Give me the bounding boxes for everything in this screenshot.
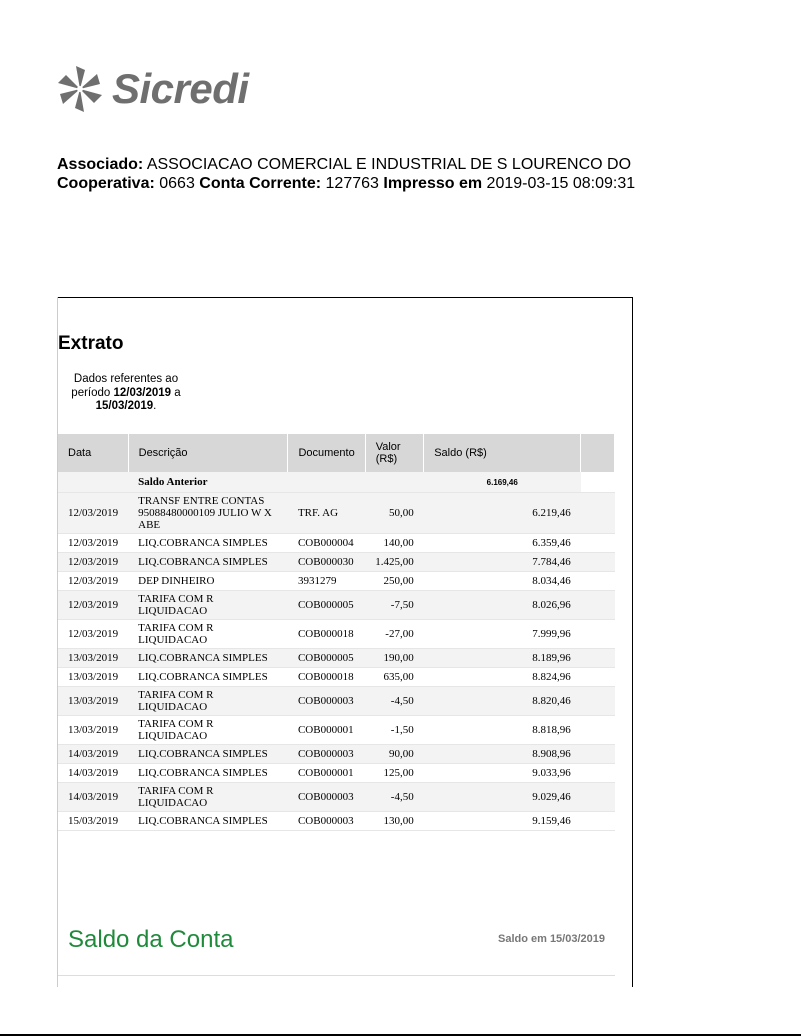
col-header-documento: Documento: [288, 434, 365, 472]
cell-data: 12/03/2019: [58, 553, 128, 572]
periodo-end: 15/03/2019: [95, 400, 154, 412]
cell-data: 12/03/2019: [58, 572, 128, 591]
brand-name: Sicredi: [112, 65, 249, 112]
cell-valor: 635,00: [365, 668, 424, 687]
cell-valor: -1,50: [365, 716, 424, 745]
cell-data: 13/03/2019: [58, 649, 128, 668]
table-row: [58, 812, 615, 831]
cell-documento: 3931279: [288, 572, 365, 591]
cell-descricao: LIQ.COBRANCA SIMPLES: [128, 649, 288, 668]
cell-documento: COB000030: [288, 553, 365, 572]
cell-blank: [581, 687, 615, 716]
cell-valor: -4,50: [365, 783, 424, 812]
cell-blank: [581, 534, 615, 553]
cell-valor: 50,00: [365, 493, 424, 534]
cell-data: 12/03/2019: [58, 534, 128, 553]
cell-saldo: 8.820,46: [424, 687, 581, 716]
table-row: [58, 572, 615, 591]
cell-descricao: LIQ.COBRANCA SIMPLES: [128, 745, 288, 764]
periodo-suffix: .: [153, 400, 157, 412]
cell-documento: COB000003: [288, 745, 365, 764]
cell-blank: [581, 649, 615, 668]
saldo-anterior-empty: [288, 472, 365, 493]
cell-data: 13/03/2019: [58, 716, 128, 745]
cell-valor: -4,50: [365, 687, 424, 716]
cell-saldo: 9.159,46: [424, 812, 581, 831]
table-header-row: [58, 434, 615, 472]
cell-saldo: 8.026,96: [424, 591, 581, 620]
cell-saldo: 6.219,46: [424, 493, 581, 534]
saldo-anterior-label: Saldo Anterior: [128, 472, 288, 493]
cell-data: 13/03/2019: [58, 687, 128, 716]
cell-data: 14/03/2019: [58, 745, 128, 764]
periodo-start: 12/03/2019: [113, 386, 172, 399]
table-row: [58, 764, 615, 783]
cell-data: 12/03/2019: [58, 493, 128, 534]
cell-descricao: LIQ.COBRANCA SIMPLES: [128, 534, 288, 553]
table-row: [58, 534, 615, 553]
cooperativa-label: Cooperativa:: [57, 175, 155, 192]
cooperativa-value: 0663: [159, 175, 195, 192]
cell-descricao: TARIFA COM R LIQUIDACAO: [128, 716, 288, 745]
saldo-conta-title: Saldo da Conta: [68, 926, 234, 953]
associado-line: [57, 155, 635, 174]
cell-blank: [581, 745, 615, 764]
cell-documento: COB000005: [288, 591, 365, 620]
saldo-anterior-empty: [365, 472, 424, 493]
cell-data: 15/03/2019: [58, 812, 128, 831]
col-header-data: Data: [58, 434, 128, 472]
cell-saldo: 9.029,46: [424, 783, 581, 812]
impresso-label: Impresso em: [383, 175, 483, 192]
cell-saldo: 8.034,46: [424, 572, 581, 591]
cell-valor: 125,00: [365, 764, 424, 783]
saldo-anterior-empty: [581, 472, 615, 493]
cell-saldo: 7.784,46: [424, 553, 581, 572]
cell-descricao: TARIFA COM R LIQUIDACAO: [128, 591, 288, 620]
impresso-value: 2019-03-15 08:09:31: [486, 175, 636, 192]
cell-documento: COB000004: [288, 534, 365, 553]
periodo-mid: a: [174, 386, 181, 399]
cell-documento: COB000005: [288, 649, 365, 668]
cell-saldo: 9.033,96: [424, 764, 581, 783]
cell-valor: 130,00: [365, 812, 424, 831]
cell-data: 14/03/2019: [58, 764, 128, 783]
cell-blank: [581, 572, 615, 591]
cell-saldo: 7.999,96: [424, 620, 581, 649]
periodo-info: [66, 373, 186, 414]
cell-descricao: LIQ.COBRANCA SIMPLES: [128, 668, 288, 687]
table-row: [58, 783, 615, 812]
cell-blank: [581, 668, 615, 687]
table-row: [58, 649, 615, 668]
cell-documento: COB000018: [288, 668, 365, 687]
table-row: [58, 716, 615, 745]
col-header-valor: Valor (R$): [365, 434, 424, 472]
cell-documento: COB000001: [288, 716, 365, 745]
saldo-conta-date: Saldo em 15/03/2019: [497, 933, 605, 945]
extrato-title: Extrato: [58, 333, 124, 354]
saldo-anterior-value: 6.169,46: [424, 472, 581, 493]
cell-blank: [581, 591, 615, 620]
conta-label: Conta Corrente:: [199, 175, 322, 192]
saldo-conta-section: [58, 902, 615, 976]
sicredi-logo: [56, 62, 249, 116]
cell-descricao: TRANSF ENTRE CONTAS 95088480000109 JULIO W X ABE: [128, 493, 288, 534]
cell-valor: -7,50: [365, 591, 424, 620]
cell-documento: COB000003: [288, 687, 365, 716]
sicredi-pinwheel-icon: [56, 64, 104, 114]
cell-descricao: TARIFA COM R LIQUIDACAO: [128, 783, 288, 812]
cell-documento: TRF. AG: [288, 493, 365, 534]
account-header: [57, 155, 635, 193]
cell-documento: COB000003: [288, 812, 365, 831]
cell-blank: [581, 764, 615, 783]
cell-documento: COB000018: [288, 620, 365, 649]
cell-valor: 1.425,00: [365, 553, 424, 572]
panel-right-border: [632, 297, 633, 987]
cell-blank: [581, 716, 615, 745]
table-row: [58, 493, 615, 534]
table-row: [58, 553, 615, 572]
cell-data: 14/03/2019: [58, 783, 128, 812]
periodo-prefix: Dados referentes ao período: [71, 373, 179, 399]
col-header-saldo: Saldo (R$): [424, 434, 581, 472]
cooperativa-line: [57, 174, 635, 193]
cell-descricao: TARIFA COM R LIQUIDACAO: [128, 687, 288, 716]
col-header-descricao: Descrição: [128, 434, 288, 472]
cell-saldo: 8.189,96: [424, 649, 581, 668]
cell-saldo: 8.824,96: [424, 668, 581, 687]
table-row: [58, 687, 615, 716]
cell-valor: 250,00: [365, 572, 424, 591]
cell-blank: [581, 783, 615, 812]
cell-saldo: 8.818,96: [424, 716, 581, 745]
cell-valor: -27,00: [365, 620, 424, 649]
saldo-anterior-empty: [58, 472, 128, 493]
associado-value: ASSOCIACAO COMERCIAL E INDUSTRIAL DE S LOURENCO DO: [146, 156, 632, 173]
table-row: [58, 620, 615, 649]
cell-documento: COB000003: [288, 783, 365, 812]
cell-descricao: LIQ.COBRANCA SIMPLES: [128, 764, 288, 783]
table-row: [58, 745, 615, 764]
cell-documento: COB000001: [288, 764, 365, 783]
cell-data: 13/03/2019: [58, 668, 128, 687]
cell-blank: [581, 553, 615, 572]
cell-blank: [581, 812, 615, 831]
cell-descricao: TARIFA COM R LIQUIDACAO: [128, 620, 288, 649]
table-row: [58, 591, 615, 620]
panel-top-border: [57, 297, 633, 298]
associado-label: Associado:: [57, 156, 144, 173]
cell-valor: 190,00: [365, 649, 424, 668]
cell-saldo: 8.908,96: [424, 745, 581, 764]
cell-blank: [581, 493, 615, 534]
cell-data: 12/03/2019: [58, 620, 128, 649]
cell-data: 12/03/2019: [58, 591, 128, 620]
cell-blank: [581, 620, 615, 649]
cell-descricao: LIQ.COBRANCA SIMPLES: [128, 553, 288, 572]
saldo-anterior-row: [58, 472, 615, 493]
cell-descricao: DEP DINHEIRO: [128, 572, 288, 591]
col-header-blank: [581, 434, 615, 472]
extrato-table: [58, 434, 615, 831]
cell-saldo: 6.359,46: [424, 534, 581, 553]
table-row: [58, 668, 615, 687]
conta-value: 127763: [325, 175, 379, 192]
cell-descricao: LIQ.COBRANCA SIMPLES: [128, 812, 288, 831]
cell-valor: 90,00: [365, 745, 424, 764]
cell-valor: 140,00: [365, 534, 424, 553]
